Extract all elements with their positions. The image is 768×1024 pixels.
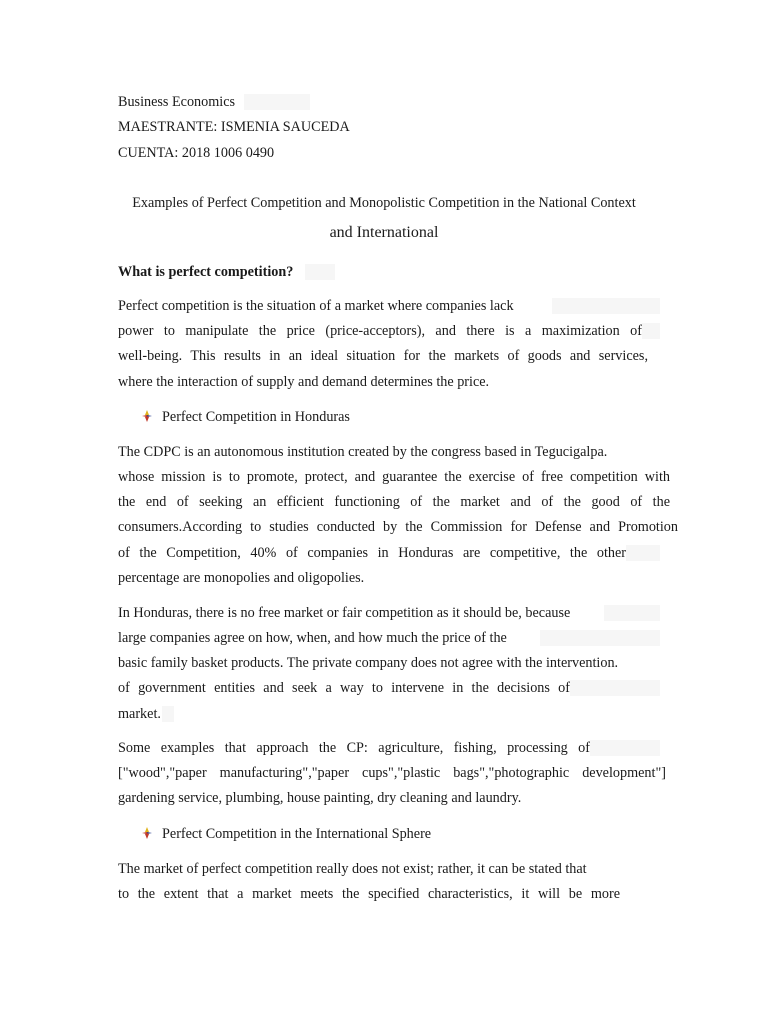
account-number: CUENTA: 2018 1006 0490 [118,145,275,161]
text-highlight [642,323,660,339]
bullet-label: Perfect Competition in the International Sphere [162,826,432,842]
course-name: Business Economics [118,94,236,110]
paragraph-line: gardening service, plumbing, house painting, dry cleaning and laundry. [118,790,522,806]
paragraph-line: whose mission is to promote, protect, and guarantee the exercise of free competition with [118,469,670,485]
section-heading: What is perfect competition? [118,264,294,280]
text-highlight [244,94,310,110]
paragraph-line: basic family basket products. The private company does not agree with the intervention. [118,655,619,671]
text-highlight [590,740,660,756]
diamond-bullet-icon [142,827,152,839]
paragraph-line: of the Competition, 40% of companies in Honduras are competitive, the other [118,545,626,561]
paragraph-line: Perfect competition is the situation of a market where companies lack [118,298,514,314]
paragraph-line: consumers.According to studies conducted by the Commission for Defense and Promotion [118,519,678,535]
paragraph-line: The CDPC is an autonomous institution created by the congress based in Tegucigalpa. [118,444,608,460]
bullet-label: Perfect Competition in Honduras [162,409,350,425]
paragraph-line: where the interaction of supply and demand determines the price. [118,374,490,390]
paragraph-line: of government entities and seek a way to intervene in the decisions of [118,680,570,696]
paragraph-line: percentage are monopolies and oligopolies. [118,570,365,586]
text-highlight [162,706,174,722]
paragraph-line: to the extent that a market meets the specified characteristics, it will be more [118,886,620,902]
paragraph-line: ["wood","paper manufacturing","paper cups","plastic bags","photographic development"] [118,765,666,781]
diamond-bullet-icon [142,410,152,422]
paragraph-line: The market of perfect competition really does not exist; rather, it can be stated that [118,861,587,877]
paragraph-line: market. [118,706,161,722]
text-highlight [540,630,660,646]
bullet-item [142,825,431,843]
paragraph-line: power to manipulate the price (price-acceptors), and there is a maximization of [118,323,642,339]
document-title-line2: and International [329,224,439,241]
text-highlight [570,680,660,696]
text-highlight [305,264,335,280]
paragraph-line: Some examples that approach the CP: agriculture, fishing, processing of [118,740,590,756]
paragraph-line: large companies agree on how, when, and how much the price of the [118,630,507,646]
document-title-line1: Examples of Perfect Competition and Monopolistic Competition in the National Context [132,195,636,211]
paragraph-line: well-being. This results in an ideal situation for the markets of goods and services, [118,348,648,364]
student-name: MAESTRANTE: ISMENIA SAUCEDA [118,119,350,135]
paragraph-line: In Honduras, there is no free market or fair competition as it should be, because [118,605,571,621]
paragraph-line: the end of seeking an efficient functioning of the market and of the good of the [118,494,670,510]
text-highlight [626,545,660,561]
bullet-item [142,408,350,426]
text-highlight [604,605,660,621]
text-highlight [552,298,660,314]
